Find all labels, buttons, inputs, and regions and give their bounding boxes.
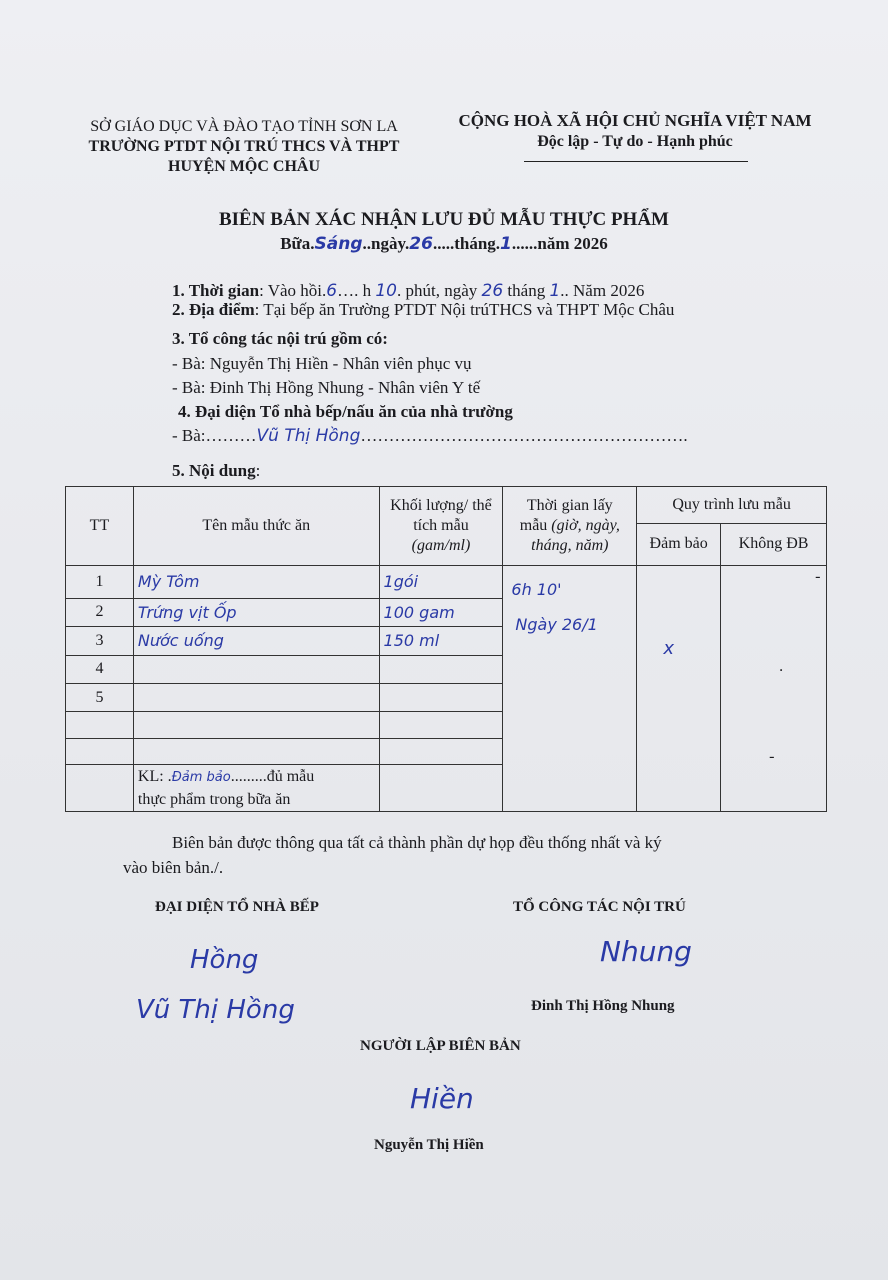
team-signature-title: TỔ CÔNG TÁC NỘI TRÚ — [513, 899, 686, 915]
time-minute: 10 — [375, 281, 397, 301]
section-time — [172, 281, 644, 301]
department-name: SỞ GIÁO DỤC VÀ ĐÀO TẠO TỈNH SƠN LA — [90, 118, 398, 135]
meal-day-value: 26 — [409, 234, 433, 254]
kitchen-representative — [172, 426, 688, 446]
header-ok: Đảm bảo — [637, 523, 721, 566]
team-member-1: - Bà: Nguyễn Thị Hiền - Nhân viên phục vụ — [172, 354, 472, 373]
preparer-name: Nguyễn Thị Hiền — [374, 1137, 484, 1153]
header-process: Quy trình lưu mẫu — [637, 487, 827, 524]
header-weight-line2: tích mẫu — [413, 517, 469, 535]
kitchen-rep-name: Vũ Thị Hồng — [256, 426, 361, 446]
conclusion-suffix: .........đủ mẫu — [230, 767, 315, 785]
section-content-colon: : — [255, 461, 261, 480]
row-tt — [66, 712, 134, 738]
header-tt: TT — [66, 487, 134, 566]
meal-line — [60, 234, 828, 254]
conclusion-prefix: KL: . — [137, 767, 172, 785]
header-weight-line1: Khối lượng/ thể — [390, 497, 492, 515]
row-tt: 4 — [66, 655, 134, 683]
table-header-row — [66, 487, 827, 524]
header-food-name: Tên mẫu thức ăn — [133, 487, 379, 566]
closing-line-1: Biên bản được thông qua tất cả thành phần dự họp đều thống nhất và ký — [172, 833, 662, 852]
team-signer-name: Đinh Thị Hồng Nhung — [531, 998, 675, 1014]
not-ok-cell — [721, 566, 827, 812]
section-location — [172, 300, 674, 320]
kitchen-rep-dots: …………………………………………………. — [360, 426, 688, 445]
time-text-d: tháng — [503, 281, 550, 300]
row-food-name: Mỳ Tôm — [133, 566, 379, 599]
school-name: TRƯỜNG PTDT NỘI TRÚ THCS VÀ THPT — [88, 138, 400, 155]
time-text-c: . phút, ngày — [397, 281, 482, 300]
row-weight: 150 ml — [379, 627, 503, 655]
kitchen-rep-prefix: - Bà:……… — [172, 426, 257, 445]
nation-title: CỘNG HOÀ XÃ HỘI CHỦ NGHĨA VIỆT NAM — [458, 111, 812, 130]
motto-underline — [524, 161, 748, 162]
preparer-signature-title: NGƯỜI LẬP BIÊN BẢN — [360, 1038, 521, 1054]
row-tt: 1 — [66, 566, 134, 599]
team-member-2: - Bà: Đinh Thị Hồng Nhung - Nhân viên Y tế — [172, 378, 481, 397]
conclusion-line2: thực phẩm trong bữa ăn — [137, 790, 291, 808]
sample-table — [65, 486, 827, 812]
preparer-signature: Hiền — [410, 1082, 474, 1115]
section-content — [172, 461, 260, 481]
kitchen-signature-name: Vũ Thị Hồng — [136, 995, 295, 1025]
time-month: 1 — [549, 281, 561, 301]
closing-line-2: vào biên bản./. — [123, 858, 224, 877]
time-text-b: …. h — [337, 281, 376, 300]
row-food-name — [133, 712, 379, 738]
row-weight — [379, 655, 503, 683]
not-ok-mark: - — [769, 748, 775, 766]
meal-prefix: Bữa. — [280, 234, 315, 253]
row-food-name — [133, 684, 379, 712]
row-weight — [379, 712, 503, 738]
row-weight: 1gói — [379, 566, 503, 599]
nation-motto: Độc lập - Tự do - Hạnh phúc — [537, 133, 733, 150]
time-value-cell — [503, 566, 637, 812]
row-weight: 100 gam — [379, 598, 503, 626]
document-title: BIÊN BẢN XÁC NHẬN LƯU ĐỦ MẪU THỰC PHẨM — [218, 209, 669, 230]
row-tt: 2 — [66, 598, 134, 626]
team-signature: Nhung — [600, 935, 692, 968]
header-time-line2b: (giờ, ngày, — [551, 517, 620, 535]
meal-month-label: .....tháng. — [432, 234, 501, 253]
time-hour: 6 — [326, 281, 338, 301]
time-text-e: .. Năm 2026 — [560, 281, 645, 300]
section-location-label: 2. Địa điểm — [172, 300, 255, 319]
conclusion-weight — [379, 765, 503, 812]
conclusion-cell — [133, 765, 379, 812]
header-time-line3: tháng, năm) — [531, 537, 609, 555]
header-time-line1: Thời gian lấy — [526, 497, 613, 515]
ok-mark-cell — [637, 566, 721, 812]
row-weight — [379, 738, 503, 764]
row-food-name — [133, 738, 379, 764]
ok-mark: x — [663, 638, 674, 660]
not-ok-mark: . — [779, 658, 784, 676]
header-time-line2a: mẫu — [519, 517, 552, 535]
location-text: : Tại bếp ăn Trường PTDT Nội trúTHCS và THPT Mộc Châu — [254, 300, 675, 319]
section-kitchen-label: 4. Đại diện Tổ nhà bếp/nấu ăn của nhà trường — [178, 402, 513, 421]
time-text-a: : Vào hồi. — [259, 281, 327, 300]
row-tt — [66, 738, 134, 764]
header-time — [503, 487, 637, 566]
kitchen-signature: Hồng — [190, 945, 259, 975]
row-tt: 3 — [66, 627, 134, 655]
row-food-name — [133, 655, 379, 683]
header-weight-unit: (gam/ml) — [411, 537, 471, 555]
meal-year: ......năm 2026 — [511, 234, 608, 253]
kitchen-signature-title: ĐẠI DIỆN TỔ NHÀ BẾP — [155, 899, 319, 915]
not-ok-mark: - — [815, 568, 821, 586]
district-name: HUYỆN MỘC CHÂU — [168, 158, 320, 175]
time-day: 26 — [481, 281, 504, 301]
table-row — [66, 566, 827, 599]
conclusion-tt — [66, 765, 134, 812]
meal-day-label: ..ngày. — [362, 234, 410, 253]
section-content-label: 5. Nội dung — [172, 461, 256, 480]
conclusion-value: Đảm bảo — [171, 769, 231, 785]
header-weight — [379, 487, 503, 566]
time-value-line1: 6h 10' — [511, 580, 562, 600]
section-time-label: 1. Thời gian — [172, 281, 260, 300]
meal-month-value: 1 — [500, 234, 512, 254]
row-food-name: Trứng vịt Ốp — [133, 598, 379, 626]
section-team-label: 3. Tổ công tác nội trú gồm có: — [172, 329, 388, 348]
row-tt: 5 — [66, 684, 134, 712]
row-food-name: Nước uống — [133, 627, 379, 655]
meal-value: Sáng — [314, 234, 363, 254]
time-value-line2: Ngày 26/1 — [515, 615, 598, 635]
row-weight — [379, 684, 503, 712]
header-not-ok: Không ĐB — [721, 523, 827, 566]
